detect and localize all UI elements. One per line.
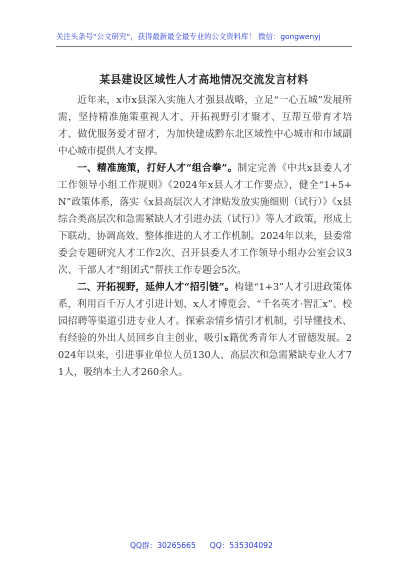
section-1-paragraph	[58, 160, 352, 279]
section-2-paragraph	[58, 279, 352, 381]
footer-contact	[130, 540, 290, 551]
document-title: 某县建设区域性人才高地情况交流发言材料	[99, 74, 309, 86]
footer-qq-group: QQ群：30265665	[130, 541, 196, 550]
section-2-text: 构建“1+3”人才引进政策体系，利用百千万人才引进计划、x人才博览会、“千名英才·智汇x”、校园招聘等渠道引进专业人才。探索亲情乡情引才机制，引导懂技术、有经验的外出人员回乡自主创业，吸引x籍优秀青年人才留德发展。2024年以来，引进事业单位人员130人、高层次和急需紧缺专业人才71人，吸纳本土人才260余人。	[58, 282, 352, 378]
header-banner: 关注头条号“公文研究”，获得最新最全最专业的公文资料库！ 微信：gongwenyj	[56, 32, 321, 41]
section-2-heading: 二、开拓视野，延伸人才“招引链”。	[77, 282, 235, 293]
header-divider	[56, 46, 352, 47]
section-1-text: 制定完善《中共x县委人才工作领导小组工作规则》《2024年x县人才工作要点》，健全“1+5+N”政策体系，落实《x县高层次人才津贴发放实施细则（试行）》《x县综合类高层次和急需紧缺人才引进办法（试行）》等人才政策，形成上下联动、协调高效、整体推进的人才工作机制。2024年以来，县委常委会专题研究人才工作2次、召开县委人才工作领导小组办公室会议3次、干部人才“组团式”帮扶工作专题会5次。	[58, 163, 352, 276]
intro-paragraph: 近年来，x市x县深入实施人才强县战略，立足“一心五城”发展所需，坚持精准施策重视人才、开拓视野引才聚才、互帮互带育才培才、做优服务爱才留才，为加快建成黔东北区域性中心城市和市域副中心城市提供人才支撑。	[58, 95, 352, 157]
footer-qq-number: QQ：535304092	[209, 541, 273, 550]
section-1-heading: 一、精准施策，打好人才“组合拳”。	[77, 163, 238, 174]
document-body	[58, 92, 352, 381]
